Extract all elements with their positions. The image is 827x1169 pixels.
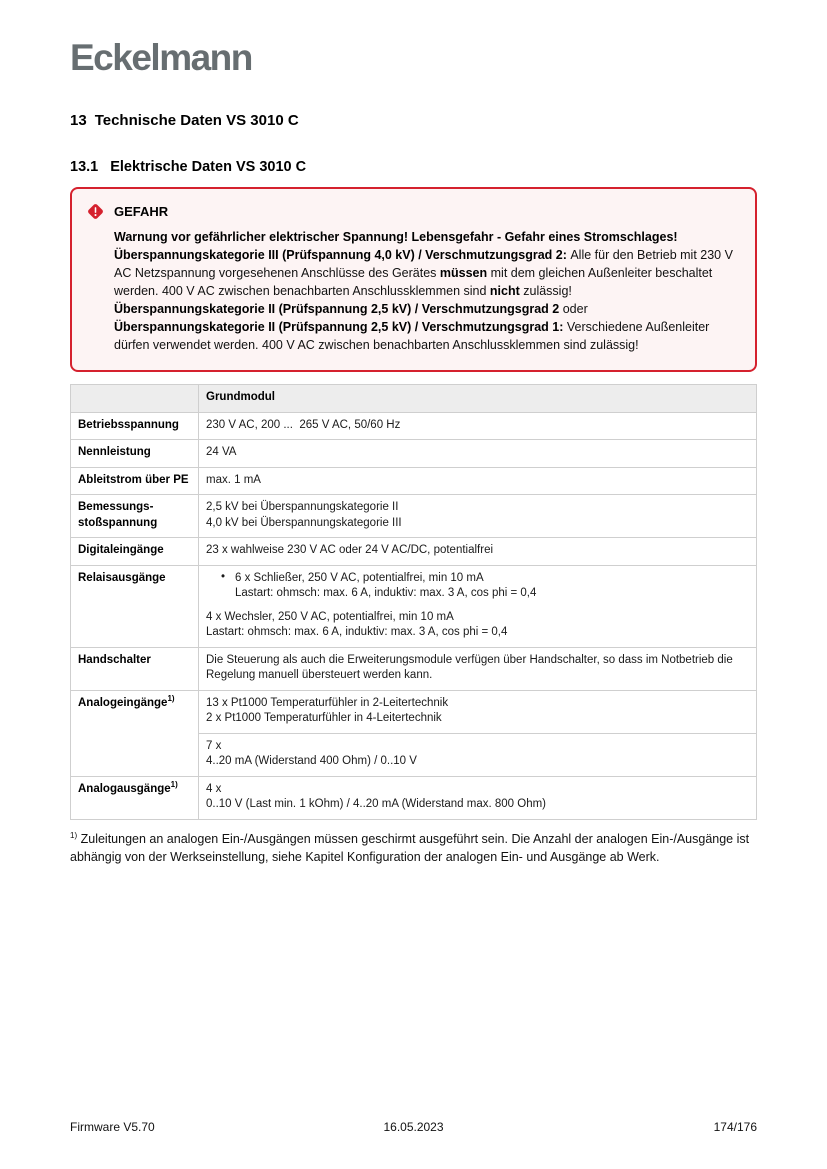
- row-value: [199, 412, 757, 440]
- value-line: 2 x Pt1000 Temperaturfühler in 4-Leitertechnik: [206, 712, 442, 724]
- footer-date: 16.05.2023: [383, 1120, 444, 1134]
- danger-body-text: [114, 228, 735, 354]
- value-group: [206, 696, 748, 727]
- row-value: [199, 776, 757, 819]
- footnote: [70, 830, 757, 866]
- table-header-empty-cell: [71, 385, 199, 413]
- value-line: Lastart: ohmsch: max. 6 A, induktiv: max. 3 A, cos phi = 0,4: [235, 587, 537, 599]
- table-row: [71, 495, 757, 538]
- page-footer: [70, 1120, 757, 1134]
- warning-diamond-exclamation-icon: [87, 203, 104, 220]
- row-label: Betriebsspannung: [71, 412, 199, 440]
- row-value: [199, 733, 757, 776]
- heading-number: 13: [70, 112, 87, 129]
- table-row: [71, 776, 757, 819]
- value-group: [206, 739, 748, 770]
- value-line: 13 x Pt1000 Temperaturfühler in 2-Leitertechnik: [206, 696, 449, 709]
- heading-title: Technische Daten VS 3010 C: [94, 112, 299, 129]
- footer-firmware-version: Firmware V5.70: [70, 1120, 155, 1134]
- heading-title: Elektrische Daten VS 3010 C: [110, 159, 307, 175]
- footnote-text: Zuleitungen an analogen Ein-/Ausgängen müssen geschirmt ausgeführt sein. Die Anzahl der analogen Ein-/Ausgänge ist abhängig von der Werkseinstellung, siehe Kapitel Konfiguration der analogen Ein- und Ausgänge ab Werk.: [70, 831, 750, 864]
- footnote-reference: 1): [167, 693, 175, 703]
- row-value: [199, 538, 757, 566]
- row-label: Analogausgänge$^{1)}$: [71, 776, 199, 819]
- section-heading: [70, 112, 757, 129]
- danger-text-segment: Überspannungskategorie III (Prüfspannung 4,0 kV) / Verschmutzungsgrad 2: Alle für den Betrieb mit 230 V AC Netzspannung vorgesehenen Anschlüsse des Gerätes müssen mit dem gleichen Außenleiter beschaltet werden. 400 V AC zwischen benachbarten Anschlussklemmen sind nicht zulässig!: [114, 248, 733, 298]
- row-value: [199, 647, 757, 690]
- value-group: [206, 543, 748, 559]
- table-header-grundmodul: Grundmodul: [199, 385, 757, 413]
- table-header-row: [71, 385, 757, 413]
- heading-number: 13.1: [70, 159, 99, 175]
- danger-text-segment: Warnung vor gefährlicher elektrischer Spannung! Lebensgefahr - Gefahr eines Stromschlages!: [114, 230, 678, 244]
- table-row: [71, 565, 757, 647]
- value-group: [206, 782, 748, 813]
- value-line: 24 VA: [206, 446, 237, 458]
- row-label: Relaisausgänge: [71, 565, 199, 647]
- value-line: 4,0 kV bei Überspannungskategorie III: [206, 516, 402, 529]
- value-line: 230 V AC, 200 ... 265 V AC, 50/60 Hz: [206, 418, 401, 431]
- row-label: Nennleistung: [71, 440, 199, 468]
- value-line: 4 x Wechsler, 250 V AC, potentialfrei, min 10 mA: [206, 610, 454, 623]
- row-value: [199, 467, 757, 495]
- value-line: 0..10 V (Last min. 1 kOhm) / 4..20 mA (Widerstand max. 800 Ohm): [206, 798, 547, 810]
- table-row: [71, 690, 757, 733]
- danger-warning-box: [70, 187, 757, 372]
- value-group: [206, 445, 748, 461]
- table-row: [71, 440, 757, 468]
- value-group: [206, 473, 748, 489]
- table-row: [71, 647, 757, 690]
- row-value: [199, 495, 757, 538]
- table-row: [71, 412, 757, 440]
- subsection-heading: [70, 159, 757, 175]
- value-line: max. 1 mA: [206, 473, 261, 486]
- row-label: Handschalter: [71, 647, 199, 690]
- footnote-marker: 1): [70, 830, 78, 840]
- value-line: Die Steuerung als auch die Erweiterungsmodule verfügen über Handschalter, so dass im Notbetrieb die Regelung manuell übersteuert werden kann.: [206, 653, 736, 681]
- danger-title: GEFAHR: [114, 204, 169, 219]
- eckelmann-logo: Eckelmann: [70, 37, 252, 78]
- value-line: 6 x Schließer, 250 V AC, potentialfrei, min 10 mA: [235, 571, 484, 584]
- technical-data-table: [70, 384, 757, 820]
- footer-page-number: 174/176: [713, 1120, 757, 1134]
- row-label: Bemessungs- stoßspannung: [71, 495, 199, 538]
- danger-header: [87, 203, 735, 220]
- value-line: 2,5 kV bei Überspannungskategorie II: [206, 501, 399, 513]
- danger-text-segment: Überspannungskategorie II (Prüfspannung 2,5 kV) / Verschmutzungsgrad 2 oder: [114, 302, 588, 316]
- table-row: [71, 467, 757, 495]
- footnote-reference: 1): [170, 779, 178, 789]
- row-label: Digitaleingänge: [71, 538, 199, 566]
- bulleted-value-group: [206, 571, 748, 602]
- value-line: 23 x wahlweise 230 V AC oder 24 V AC/DC, potentialfrei: [206, 544, 494, 556]
- value-line: Lastart: ohmsch: max. 6 A, induktiv: max. 3 A, cos phi = 0,4: [206, 626, 508, 638]
- row-label: Analogeingänge$^{1)}$: [71, 690, 199, 776]
- row-value: [199, 565, 757, 647]
- row-value: [199, 690, 757, 733]
- value-group: [206, 418, 748, 434]
- value-line: 4 x: [206, 782, 222, 795]
- row-label: Ableitstrom über PE: [71, 467, 199, 495]
- value-group: [206, 610, 748, 641]
- table-row: [71, 538, 757, 566]
- value-group: [206, 653, 748, 684]
- bullet-icon: •: [221, 570, 226, 583]
- value-group: [206, 500, 748, 531]
- value-line: 4..20 mA (Widerstand 400 Ohm) / 0..10 V: [206, 755, 417, 767]
- value-line: 7 x: [206, 739, 222, 752]
- danger-text-segment: Überspannungskategorie II (Prüfspannung 2,5 kV) / Verschmutzungsgrad 1: Verschiedene Außenleiter dürfen verwendet werden. 400 V AC zwischen benachbarten Anschlussklemmen sind zulässig!: [114, 320, 710, 352]
- row-value: [199, 440, 757, 468]
